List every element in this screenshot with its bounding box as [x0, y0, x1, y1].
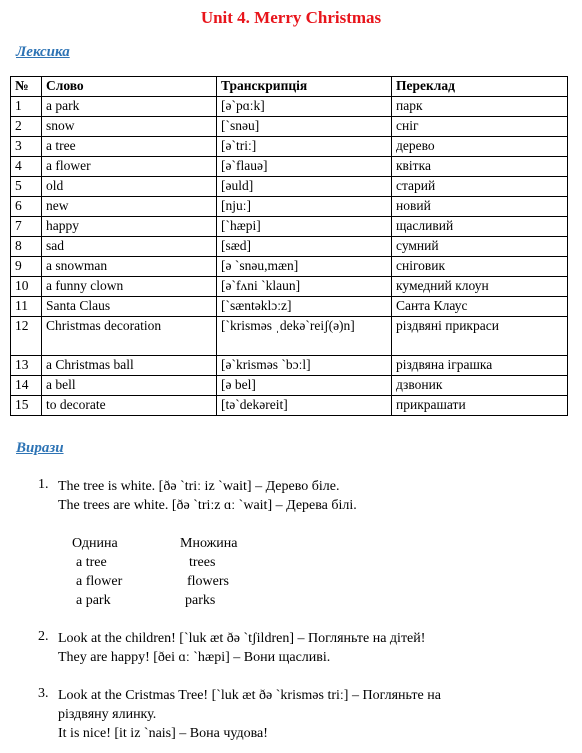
cell-word: to decorate [42, 396, 217, 416]
cell-translation: Санта Клаус [392, 297, 568, 317]
cell-word: a park [42, 97, 217, 117]
table-row [11, 257, 568, 277]
singular-word: a park [76, 593, 111, 608]
cell-transcription: [njuː] [217, 197, 392, 217]
table-row [11, 177, 568, 197]
cell-translation: квітка [392, 157, 568, 177]
cell-translation: щасливий [392, 217, 568, 237]
phrase-line: They are happy! [ðei ɑː `hæpi] – Вони щасливі. [58, 650, 331, 665]
cell-transcription: [ə`pɑːk] [217, 97, 392, 117]
cell-translation: прикрашати [392, 396, 568, 416]
plural-heading: Множина [180, 536, 238, 551]
phrase-line: Look at the children! [`luk æt ðə `tʃildren] – Погляньте на дітей! [58, 631, 426, 646]
cell-number: 15 [11, 396, 42, 416]
cell-number: 6 [11, 197, 42, 217]
header-transcription: Транскрипція [217, 77, 392, 97]
table-row [11, 237, 568, 257]
cell-word: snow [42, 117, 217, 137]
page-title: Unit 4. Merry Christmas [200, 8, 382, 27]
cell-number: 14 [11, 376, 42, 396]
cell-number: 11 [11, 297, 42, 317]
table-row [11, 117, 568, 137]
table-row [11, 277, 568, 297]
table-row [11, 217, 568, 237]
cell-number: 2 [11, 117, 42, 137]
cell-transcription: [ə`krisməs `bɔːl] [217, 356, 392, 376]
table-header-row [11, 77, 568, 97]
cell-word: Christmas decoration [42, 317, 217, 356]
cell-translation: дерево [392, 137, 568, 157]
plural-word: trees [189, 555, 216, 570]
cell-number: 5 [11, 177, 42, 197]
cell-translation: парк [392, 97, 568, 117]
table-row [11, 157, 568, 177]
singular-word: a tree [76, 555, 107, 570]
cell-number: 4 [11, 157, 42, 177]
cell-transcription: [`krisməs ˌdekə`reiʃ(ə)n] [217, 317, 392, 356]
cell-translation: кумедний клоун [392, 277, 568, 297]
cell-number: 8 [11, 237, 42, 257]
cell-number: 10 [11, 277, 42, 297]
phrase-line: Look at the Cristmas Tree! [`luk æt ðə `krisməs triː] – Погляньте на [58, 688, 441, 703]
phrase-number: 1. [38, 477, 49, 492]
cell-transcription: [ə`fʌni `klaun] [217, 277, 392, 297]
cell-transcription: [ə`flauə] [217, 157, 392, 177]
cell-translation: різдвяна іграшка [392, 356, 568, 376]
cell-translation: новий [392, 197, 568, 217]
cell-word: a funny clown [42, 277, 217, 297]
cell-translation: сніговик [392, 257, 568, 277]
phrase-number: 3. [38, 686, 49, 701]
phrase-line: різдвяну ялинку. [58, 707, 157, 722]
cell-number: 3 [11, 137, 42, 157]
cell-transcription: [`hæpi] [217, 217, 392, 237]
cell-word: a tree [42, 137, 217, 157]
cell-transcription: [sæd] [217, 237, 392, 257]
phrase-line: The trees are white. [ðə `triːz ɑː `wait] – Дерева білі. [58, 498, 357, 513]
table-row [11, 376, 568, 396]
header-number: № [11, 77, 42, 97]
cell-word: old [42, 177, 217, 197]
singular-heading: Однина [72, 536, 118, 551]
table-row [11, 297, 568, 317]
cell-translation: сумний [392, 237, 568, 257]
cell-transcription: [`sæntəklɔːz] [217, 297, 392, 317]
header-word: Слово [42, 77, 217, 97]
cell-word: happy [42, 217, 217, 237]
vocabulary-table [10, 76, 568, 416]
header-translation: Переклад [392, 77, 568, 97]
cell-transcription: [`snəu] [217, 117, 392, 137]
cell-transcription: [əuld] [217, 177, 392, 197]
cell-word: sad [42, 237, 217, 257]
cell-word: a snowman [42, 257, 217, 277]
singular-word: a flower [76, 574, 123, 589]
plural-word: flowers [187, 574, 229, 589]
cell-word: Santa Claus [42, 297, 217, 317]
cell-translation: сніг [392, 117, 568, 137]
table-row [11, 197, 568, 217]
cell-transcription: [ə bel] [217, 376, 392, 396]
cell-number: 13 [11, 356, 42, 376]
cell-word: a bell [42, 376, 217, 396]
cell-word: a flower [42, 157, 217, 177]
phrase-number: 2. [38, 629, 49, 644]
phrases-heading: Вирази [16, 440, 64, 456]
cell-word: a Christmas ball [42, 356, 217, 376]
plural-word: parks [185, 593, 216, 608]
cell-word: new [42, 197, 217, 217]
cell-translation: різдвяні прикраси [392, 317, 568, 356]
cell-transcription: [tə`dekəreit] [217, 396, 392, 416]
cell-transcription: [ə `snəu,mæn] [217, 257, 392, 277]
cell-translation: старий [392, 177, 568, 197]
cell-number: 9 [11, 257, 42, 277]
table-row [11, 396, 568, 416]
vocabulary-heading: Лексика [16, 44, 70, 60]
table-row [11, 356, 568, 376]
phrase-line: It is nice! [it iz `nais] – Вона чудова! [58, 726, 268, 741]
table-row [11, 97, 568, 117]
cell-number: 1 [11, 97, 42, 117]
cell-number: 12 [11, 317, 42, 356]
cell-number: 7 [11, 217, 42, 237]
table-row [11, 137, 568, 157]
table-row [11, 317, 568, 356]
cell-translation: дзвоник [392, 376, 568, 396]
phrase-line: The tree is white. [ðə `triː iz `wait] – Дерево біле. [58, 479, 340, 494]
cell-transcription: [ə`triː] [217, 137, 392, 157]
